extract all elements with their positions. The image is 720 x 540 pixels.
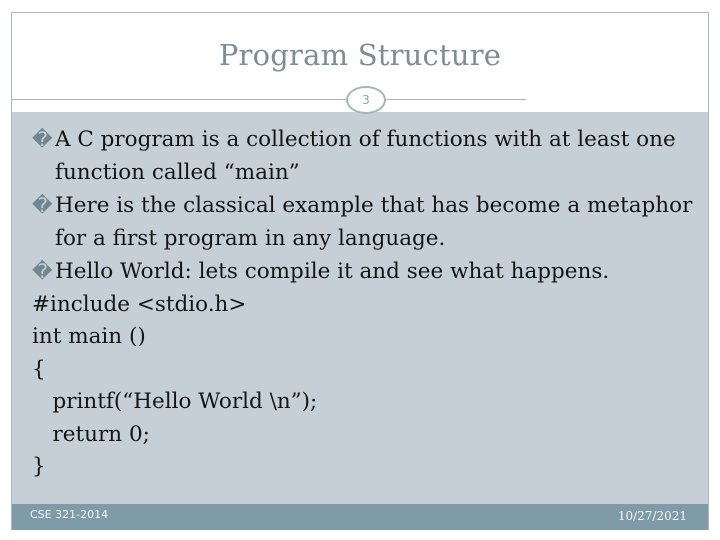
- square-bullet-icon: �: [32, 193, 53, 217]
- square-bullet-icon: �: [32, 127, 53, 151]
- bullet-text: Hello World: lets compile it and see what happens.: [55, 259, 610, 284]
- code-line: printf(“Hello World \n”);: [32, 389, 318, 414]
- code-line: {: [32, 356, 46, 382]
- code-line: #include <stdio.h>: [32, 291, 247, 317]
- code-line: int main (): [32, 324, 146, 349]
- slide-title: Program Structure: [218, 38, 502, 72]
- page-number: 3: [346, 86, 386, 114]
- title-rule-left: [12, 99, 346, 100]
- bullet-text: Here is the classical example that has become a metaphor for a first program in any language.: [55, 193, 693, 251]
- bullet-text: A C program is a collection of functions with at least one function called “main”: [55, 127, 676, 185]
- bullet-item: [32, 123, 702, 189]
- code-line: }: [32, 454, 46, 479]
- footer-date: 10/27/2021: [617, 509, 687, 523]
- footer-course: CSE 321-2014: [30, 508, 109, 521]
- square-bullet-icon: �: [32, 259, 53, 283]
- bullet-item: [32, 189, 702, 255]
- slide-body: [32, 123, 702, 484]
- footer-bar: [12, 504, 708, 530]
- content-panel: [12, 112, 708, 504]
- code-line: return 0;: [32, 421, 150, 447]
- title-rule-right: [386, 99, 526, 100]
- bullet-item: [32, 255, 702, 289]
